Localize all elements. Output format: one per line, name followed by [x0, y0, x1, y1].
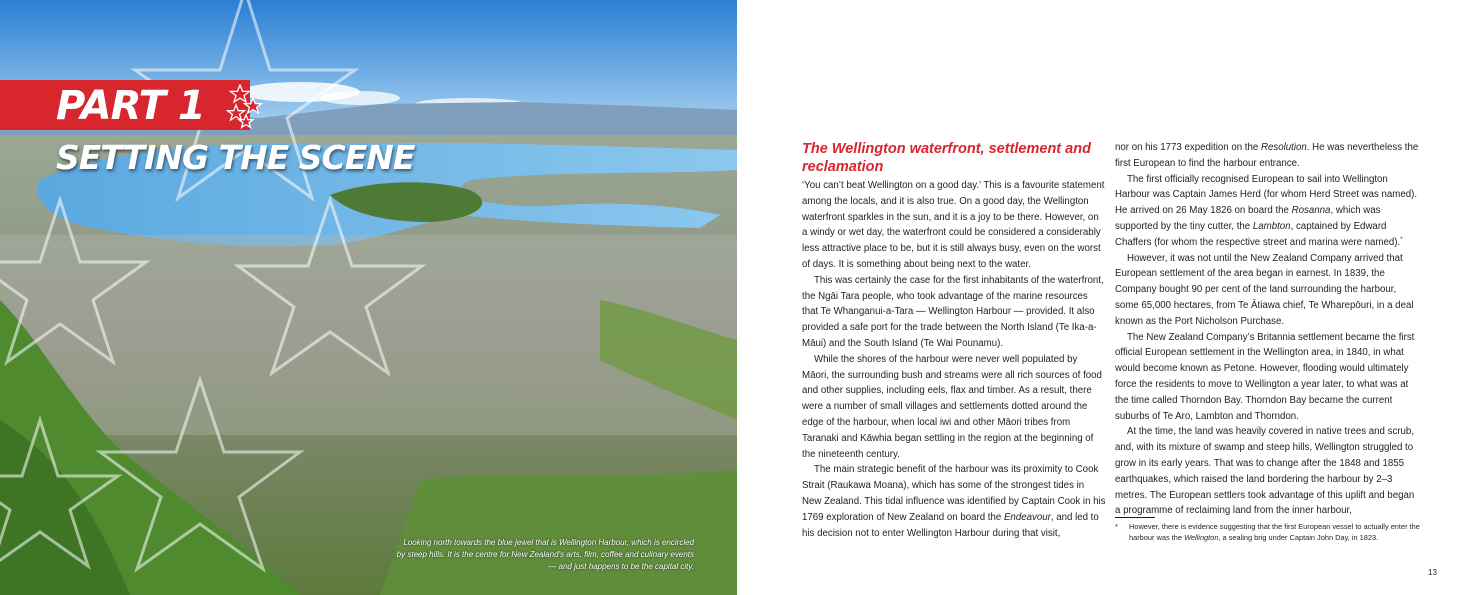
text-run: , a sealing brig under Captain John Day, in 1823. [1218, 533, 1379, 542]
page-number: 13 [1428, 568, 1437, 577]
text-run: , captained by Edward Chaffers (for whom the respective street and marina were named). [1115, 220, 1401, 248]
footnote-mark: * [1115, 522, 1118, 531]
part-title: PART 1 [56, 83, 205, 129]
text-run: The main strategic benefit of the harbour was its proximity to Cook Strait (Raukawa Moana), which has some of the strongest tides in New Zealand. This tidal influence was identified by Captain Cook in his 1769 exploration of New Zealand on board the [802, 464, 1106, 523]
text-column-left [802, 140, 1106, 541]
ship-name: Resolution [1260, 142, 1307, 153]
text-run: , and led to his decision not to enter Wellington Harbour during that visit, [802, 511, 1099, 539]
text-run: However, there is evidence suggesting that the first European vessel to actually enter the harbour was the [1129, 522, 1420, 542]
ship-name: Rosanna [1291, 205, 1331, 217]
paragraph: At the time, the land was heavily covered in native trees and scrub, and, with its mixture of swamp and steep hills, Wellington struggled to grow in its early years. That was to change after the 1848 and 1855 earthquakes, which raised the land bordering the harbour by 2–3 metres. The European settlers took advantage of this uplift and began a programme of reclaiming land from the inner harbour, [1115, 426, 1415, 517]
photo-caption: Looking north towards the blue jewel that is Wellington Harbour, which is encircled by steep hills. It is the centre for New Zealand’s arts, film, coffee and culinary events — and just happens to be the capital city. [396, 538, 694, 571]
footnote-reference[interactable]: * [1400, 236, 1403, 243]
paragraph: This was certainly the case for the first inhabitants of the waterfront, the Ngāi Tara people, who took advantage of the marine resources that Te Whanganui-a-Tara — Wellington Harbour — provided. It also provided a safe port for the trade between the North Island (Te Ika-a-Māui) and the South Island (Te Wai Pounamu). [802, 274, 1104, 349]
part-subtitle: SETTING THE SCENE [56, 138, 415, 177]
paragraph [802, 462, 1106, 541]
footnote-divider [1115, 517, 1155, 518]
southern-cross-stars-icon [226, 84, 264, 130]
paragraph: While the shores of the harbour were never well populated by Māori, the surrounding bush and streams were all rich sources of food and other supplies, including eels, flax and timber. As a result, there were a number of small villages and settlements dotted around the edge of the harbour, when local iwi and other Māori tribes from Taranaki and Kāwhia began settling in the region at the beginning of the nineteenth century. [802, 353, 1102, 460]
text-column-right [1115, 140, 1419, 519]
text-page [737, 0, 1474, 595]
text-run: nor on his 1773 expedition on the [1115, 142, 1261, 153]
text-run: , which was supported by the tiny cutter, the [1115, 205, 1381, 232]
ship-name: Wellington [1184, 533, 1219, 542]
paragraph: However, it was not until the New Zealand Company arrived that European settlement of the area began in earnest. In 1839, the Company bought 90 per cent of the land surrounding the harbour, some 65,000 hectares, from Te Ātiawa chief, Te Wharepōuri, in a deal known as the Port Nicholson Purchase. [1115, 252, 1414, 327]
article-heading: The Wellington waterfront, settlement and reclamation [802, 141, 1091, 175]
ship-name: Lambton [1252, 220, 1291, 232]
footnote [1115, 521, 1425, 543]
text-run: The first officially recognised European to sail into Wellington Harbour was Captain James Herd (for whom Herd Street was named). He arrived on 26 May 1826 on board the [1115, 173, 1418, 217]
paragraph: The New Zealand Company’s Britannia settlement became the first official European settlement in the Wellington area, in 1840, in what would become known as Petone. However, flooding would ultimately force the residents to move to Wellington a year later, to what was at the time called Thorndon Bay. Thorndon Bay became the current suburbs of Te Aro, Lambton and Thorndon. [1115, 331, 1415, 422]
footnote-text [1115, 521, 1425, 543]
paragraph: ‘You can’t beat Wellington on a good day.’ This is a favourite statement among the locals, and it is also true. On a good day, the Wellington waterfront sparkles in the sun, and it is a joy to be there. However, on a windy or wet day, the waterfront could be considered a considerably less attractive place to be, but it is still always busy, even on the worst of days. It is something about being next to the water. [802, 180, 1105, 270]
paragraph [1115, 172, 1419, 251]
text-run: . He was nevertheless the first European to find the harbour entrance. [1115, 142, 1419, 169]
ship-name: Endeavour [1003, 511, 1051, 523]
paragraph [1115, 140, 1419, 172]
